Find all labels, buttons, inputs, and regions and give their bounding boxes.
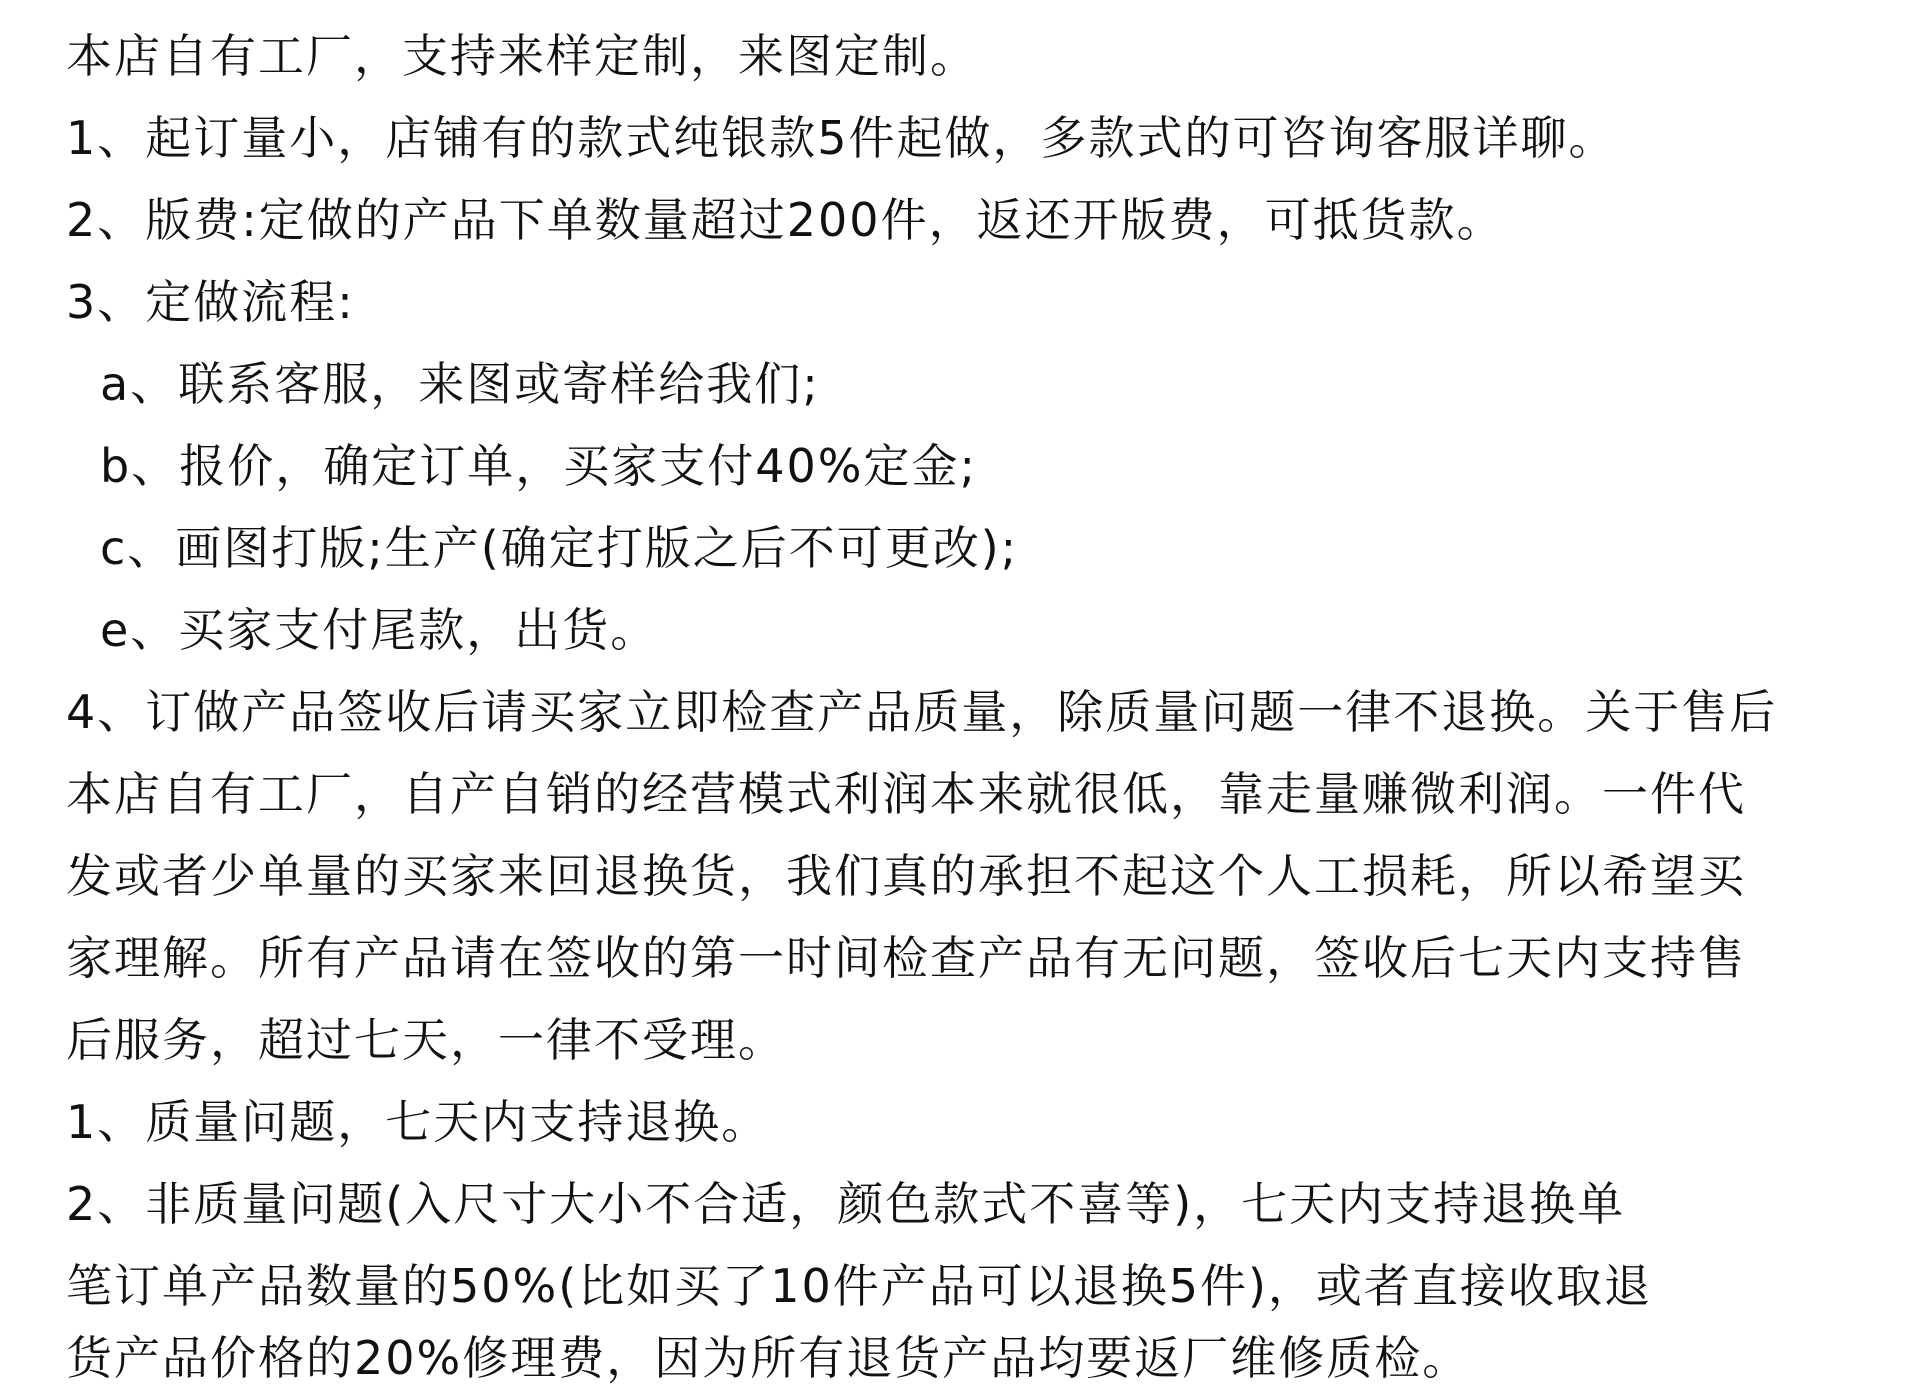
rule-3-heading: 3、定做流程:: [66, 275, 355, 329]
after-sales-paragraph-line: 发或者少单量的买家来回退换货，我们真的承担不起这个人工损耗，所以希望买: [66, 849, 1746, 903]
return-rule-2-line: 货产品价格的20%修理费，因为所有退货产品均要返厂维修质检。: [66, 1331, 1471, 1385]
after-sales-paragraph-line: 本店自有工厂，自产自销的经营模式利润本来就很低，靠走量赚微利润。一件代: [66, 767, 1746, 821]
after-sales-paragraph-line: 家理解。所有产品请在签收的第一时间检查产品有无问题，签收后七天内支持售: [66, 931, 1746, 985]
return-rule-1-line: 1、质量问题，七天内支持退换。: [66, 1095, 770, 1149]
process-step-e: e、买家支付尾款，出货。: [100, 603, 659, 657]
after-sales-paragraph-line: 后服务，超过七天，一律不受理。: [66, 1013, 786, 1067]
process-step-b: b、报价，确定订单，买家支付40%定金;: [100, 439, 977, 493]
return-rule-2-line: 笔订单产品数量的50%(比如买了10件产品可以退换5件)，或者直接收取退: [66, 1259, 1652, 1313]
process-step-a: a、联系客服，来图或寄样给我们;: [100, 357, 820, 411]
intro-line: 本店自有工厂，支持来样定制，来图定制。: [66, 29, 978, 83]
return-rule-2-line: 2、非质量问题(入尺寸大小不合适，颜色款式不喜等)，七天内支持退换单: [66, 1177, 1626, 1231]
process-step-c: c、画图打版;生产(确定打版之后不可更改);: [100, 521, 1019, 575]
rule-4-line: 4、订做产品签收后请买家立即检查产品质量，除质量问题一律不退换。关于售后: [66, 685, 1778, 739]
rule-1-line: 1、起订量小，店铺有的款式纯银款5件起做，多款式的可咨询客服详聊。: [66, 111, 1617, 165]
rule-2-line: 2、版费:定做的产品下单数量超过200件，返还开版费，可抵货款。: [66, 193, 1505, 247]
